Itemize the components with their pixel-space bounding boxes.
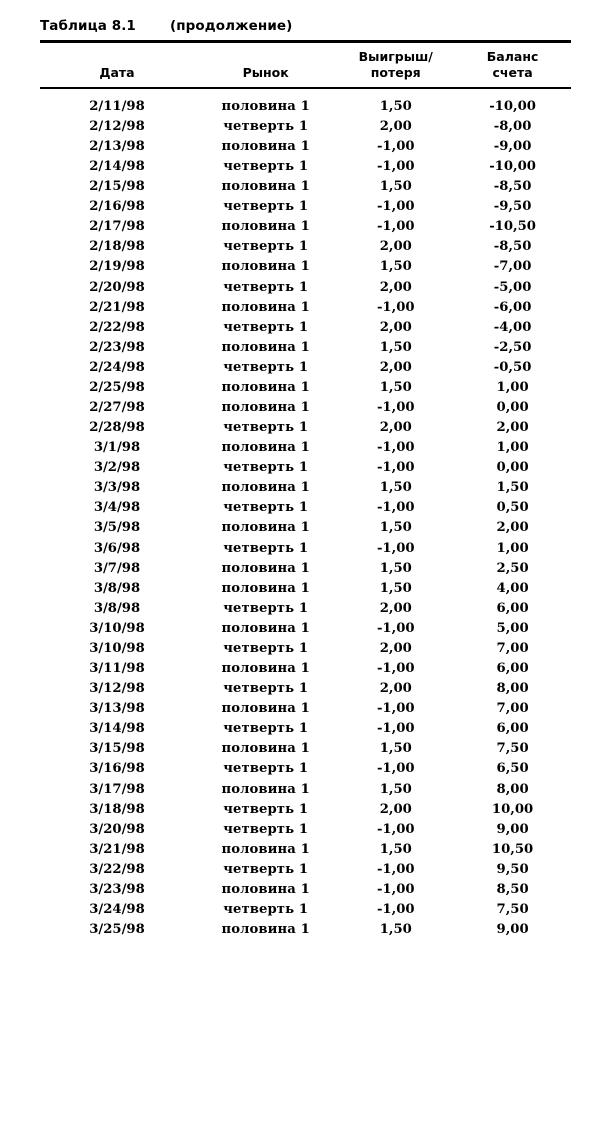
cell-date: 3/11/98 [89,661,145,677]
cell-date: 3/2/98 [93,460,141,476]
cell-market: половина 1 [221,259,310,275]
cell-balance: 8,00 [496,781,529,797]
cell-date: 2/21/98 [89,299,145,315]
cell-date: 2/13/98 [89,139,145,154]
cell-win-loss: -1,00 [376,199,415,215]
column-header-date: Дата [99,64,135,80]
cell-market: четверть 1 [223,239,309,255]
cell-date: 2/22/98 [89,319,145,335]
cell-date: 2/15/98 [89,179,145,195]
cell-balance: -10,00 [489,159,536,175]
cell-balance: 7,50 [496,741,529,757]
table-row [40,177,571,197]
cell-market: половина 1 [221,400,310,416]
cell-win-loss: -1,00 [376,299,415,315]
cell-balance: 10,50 [491,841,534,857]
table-row [40,237,571,257]
cell-balance: 6,00 [496,600,529,616]
cell-balance: 0,00 [496,460,529,476]
table-row [40,920,571,940]
cell-date: 3/5/98 [93,520,141,536]
cell-date: 3/14/98 [89,721,145,737]
cell-win-loss: 2,00 [379,279,412,295]
cell-win-loss: -1,00 [376,901,415,917]
cell-market: четверть 1 [223,640,309,656]
cell-balance: 7,50 [496,901,529,917]
cell-win-loss: 1,50 [379,781,412,797]
cell-date: 3/13/98 [89,701,145,717]
cell-balance: 5,00 [496,620,529,636]
cell-balance: 2,00 [496,420,529,436]
cell-win-loss: -1,00 [376,440,415,456]
cell-date: 2/28/98 [89,420,145,436]
results-table-body [40,89,571,940]
table-row [40,458,571,478]
cell-balance: 6,00 [496,721,529,737]
cell-date: 2/11/98 [89,98,145,114]
cell-date: 3/6/98 [93,540,141,556]
table-row [40,217,571,237]
cell-market: половина 1 [221,480,310,496]
table-row [40,357,571,377]
cell-market: половина 1 [221,98,310,114]
cell-date: 3/1/98 [93,440,141,456]
table-row [40,317,571,337]
cell-market: половина 1 [221,841,310,857]
cell-win-loss: -1,00 [376,661,415,677]
table-body [40,89,571,940]
cell-balance: 0,00 [496,400,529,416]
cell-date: 3/7/98 [93,560,141,576]
cell-win-loss: -1,00 [376,219,415,235]
table-row [40,478,571,498]
cell-balance: 2,50 [496,560,529,576]
cell-balance: -6,00 [493,299,532,315]
cell-date: 3/24/98 [89,901,145,917]
cell-win-loss: -1,00 [376,620,415,636]
cell-market: четверть 1 [223,801,309,817]
cell-date: 2/25/98 [89,379,145,395]
cell-win-loss: 1,50 [379,480,412,496]
table-row [40,659,571,679]
cell-win-loss: 1,50 [379,922,412,938]
cell-date: 3/10/98 [89,620,145,636]
table-row [40,859,571,879]
cell-date: 3/4/98 [93,500,141,516]
cell-market: четверть 1 [223,540,309,556]
table-row [40,337,571,357]
cell-market: половина 1 [221,881,310,897]
cell-date: 3/17/98 [89,781,145,797]
cell-win-loss: 1,50 [379,98,412,114]
cell-date: 2/27/98 [89,400,145,416]
cell-balance: -9,50 [493,199,532,215]
cell-market: четверть 1 [223,159,309,175]
cell-market: половина 1 [221,299,310,315]
cell-date: 2/23/98 [89,339,145,355]
cell-market: половина 1 [221,701,310,717]
cell-market: половина 1 [221,379,310,395]
cell-date: 2/17/98 [89,219,145,235]
cell-win-loss: -1,00 [376,861,415,877]
cell-balance: -7,00 [493,259,532,275]
cell-balance: 4,00 [496,580,529,596]
table-row [40,498,571,518]
table-row [40,719,571,739]
table-row [40,518,571,538]
cell-balance: -10,50 [489,219,536,235]
table-header-row [40,43,571,87]
table-row [40,297,571,317]
table-row [40,277,571,297]
table-caption [40,0,571,40]
cell-win-loss: 2,00 [379,359,412,375]
cell-market: половина 1 [221,339,310,355]
cell-balance: -0,50 [493,359,532,375]
table-row [40,89,571,117]
cell-market: половина 1 [221,440,310,456]
cell-balance: -9,00 [493,139,532,154]
cell-win-loss: 1,50 [379,379,412,395]
table-row [40,799,571,819]
cell-date: 2/20/98 [89,279,145,295]
cell-date: 3/23/98 [89,881,145,897]
table-row [40,398,571,418]
cell-win-loss: -1,00 [376,881,415,897]
cell-market: половина 1 [221,580,310,596]
cell-market: половина 1 [221,520,310,536]
cell-balance: 7,00 [496,640,529,656]
cell-balance: 7,00 [496,701,529,717]
table-row [40,739,571,759]
cell-market: половина 1 [221,781,310,797]
cell-win-loss: 2,00 [379,420,412,436]
cell-market: половина 1 [221,560,310,576]
cell-balance: -8,50 [493,179,532,195]
cell-win-loss: 2,00 [379,239,412,255]
table-row [40,699,571,719]
cell-date: 2/18/98 [89,239,145,255]
cell-balance: 1,00 [496,440,529,456]
cell-market: четверть 1 [223,761,309,777]
cell-balance: 6,50 [496,761,529,777]
cell-win-loss: 1,50 [379,741,412,757]
cell-date: 2/14/98 [89,159,145,175]
cell-market: половина 1 [221,922,310,938]
cell-win-loss: 1,50 [379,560,412,576]
cell-balance: 1,00 [496,540,529,556]
cell-market: половина 1 [221,179,310,195]
table-row [40,759,571,779]
cell-balance: 8,00 [496,681,529,697]
cell-date: 3/8/98 [93,600,141,616]
cell-balance: 0,50 [496,500,529,516]
cell-market: четверть 1 [223,901,309,917]
cell-market: четверть 1 [223,721,309,737]
table-row [40,378,571,398]
cell-market: четверть 1 [223,199,309,215]
table-row [40,598,571,618]
table-row [40,819,571,839]
cell-win-loss: 2,00 [379,600,412,616]
cell-market: четверть 1 [223,359,309,375]
cell-market: четверть 1 [223,600,309,616]
cell-market: половина 1 [221,741,310,757]
cell-win-loss: 2,00 [379,319,412,335]
cell-date: 3/22/98 [89,861,145,877]
cell-date: 3/18/98 [89,801,145,817]
cell-market: четверть 1 [223,681,309,697]
cell-win-loss: 1,50 [379,179,412,195]
column-header-balance: Баланс счета [486,49,539,80]
cell-win-loss: 1,50 [379,841,412,857]
cell-market: четверть 1 [223,821,309,837]
cell-balance: 1,00 [496,379,529,395]
cell-win-loss: 2,00 [379,801,412,817]
table-row [40,116,571,136]
table-row [40,257,571,277]
table-row [40,418,571,438]
cell-market: половина 1 [221,620,310,636]
cell-win-loss: 1,50 [379,520,412,536]
cell-market: четверть 1 [223,118,309,134]
table-caption-title: Таблица 8.1 [40,18,136,34]
cell-date: 2/19/98 [89,259,145,275]
cell-win-loss: -1,00 [376,500,415,516]
cell-balance: 9,00 [496,922,529,938]
cell-win-loss: -1,00 [376,460,415,476]
table-row [40,157,571,177]
cell-win-loss: 1,50 [379,339,412,355]
cell-balance: -5,00 [493,279,532,295]
table-row [40,839,571,859]
cell-balance: -8,00 [493,118,532,134]
table-caption-continuation: (продолжение) [169,18,293,34]
cell-balance: -10,00 [489,98,536,114]
table-header [40,43,571,87]
cell-market: четверть 1 [223,420,309,436]
cell-market: половина 1 [221,219,310,235]
cell-balance: 6,00 [496,661,529,677]
cell-balance: 8,50 [496,881,529,897]
cell-win-loss: 1,50 [379,259,412,275]
cell-balance: -2,50 [493,339,532,355]
cell-win-loss: -1,00 [376,540,415,556]
cell-win-loss: -1,00 [376,721,415,737]
cell-market: четверть 1 [223,861,309,877]
cell-market: четверть 1 [223,500,309,516]
cell-date: 3/20/98 [89,821,145,837]
cell-date: 3/15/98 [89,741,145,757]
cell-balance: 9,50 [496,861,529,877]
cell-date: 3/21/98 [89,841,145,857]
table-row [40,438,571,458]
table-row [40,779,571,799]
cell-win-loss: -1,00 [376,159,415,175]
cell-balance: 1,50 [496,480,529,496]
cell-market: половина 1 [221,661,310,677]
cell-date: 3/12/98 [89,681,145,697]
cell-win-loss: -1,00 [376,139,415,154]
cell-market: четверть 1 [223,460,309,476]
table-row [40,538,571,558]
table-row [40,197,571,217]
table-row [40,137,571,157]
cell-date: 2/24/98 [89,359,145,375]
cell-balance: -4,00 [493,319,532,335]
cell-balance: -8,50 [493,239,532,255]
cell-date: 3/3/98 [93,480,141,496]
cell-win-loss: -1,00 [376,761,415,777]
table-row [40,900,571,920]
cell-market: четверть 1 [223,319,309,335]
cell-date: 3/25/98 [89,922,145,938]
cell-win-loss: 1,50 [379,580,412,596]
cell-date: 2/16/98 [89,199,145,215]
cell-date: 3/10/98 [89,640,145,656]
cell-win-loss: -1,00 [376,400,415,416]
cell-balance: 9,00 [496,821,529,837]
cell-balance: 10,00 [491,801,534,817]
cell-win-loss: 2,00 [379,681,412,697]
results-table [40,43,571,87]
cell-balance: 2,00 [496,520,529,536]
cell-date: 3/8/98 [93,580,141,596]
cell-date: 2/12/98 [89,118,145,134]
table-row [40,639,571,659]
cell-win-loss: 2,00 [379,118,412,134]
cell-market: четверть 1 [223,279,309,295]
table-row [40,879,571,899]
table-row [40,679,571,699]
cell-win-loss: 2,00 [379,640,412,656]
column-header-win-loss: Выигрыш/ потеря [358,49,433,80]
table-row [40,618,571,638]
table-row [40,558,571,578]
table-row [40,578,571,598]
cell-win-loss: -1,00 [376,821,415,837]
column-header-market: Рынок [242,64,289,80]
cell-win-loss: -1,00 [376,701,415,717]
cell-date: 3/16/98 [89,761,145,777]
cell-market: половина 1 [221,139,310,154]
